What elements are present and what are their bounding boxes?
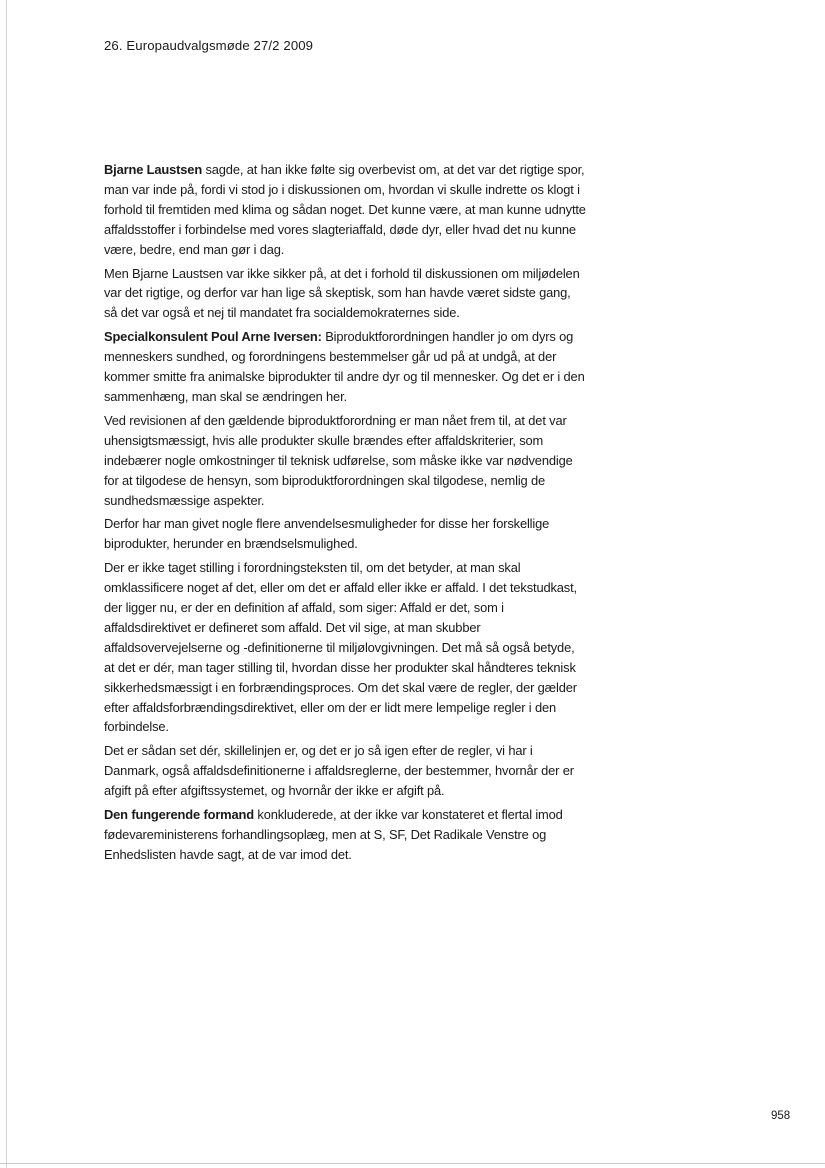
paragraph-text: Derfor har man givet nogle flere anvendelsesmuligheder for disse her forskellige biprodukter, herunder en brændselsmulighed. bbox=[104, 516, 550, 552]
paragraph bbox=[104, 411, 586, 511]
page-number: 958 bbox=[771, 1110, 791, 1122]
paragraph-text: Der er ikke taget stilling i forordningsteksten til, om det betyder, at man skal omklassificere noget af det, eller om det er affald eller ikke er affald. I det tekstudkast, der ligger nu, er der en definition af affald, som siger: Affald er det, som i affaldsdirektivet er defineret som affald. Det vil sige, at man skubber affaldsovervejelserne og -definitionerne til miljølovgivningen. Det må så også betyde, at det er dér, man tager stilling til, hvordan disse her produkter skal håndteres teknisk sikkerhedsmæssigt i en forbrændingsproces. Om det skal være de regler, der gælder efter affaldsforbrændingsdirektivet, eller om der er lidt mere lempelige regler i den forbindelse. bbox=[104, 560, 577, 735]
speaker-name: Bjarne Laustsen bbox=[104, 162, 203, 177]
paragraph bbox=[104, 558, 586, 737]
paragraph bbox=[104, 264, 586, 324]
paragraph bbox=[104, 805, 586, 865]
scan-edge-bottom bbox=[0, 1163, 825, 1164]
paragraph bbox=[104, 741, 586, 801]
scan-edge-left bbox=[6, 0, 7, 1168]
speaker-name: Den fungerende formand bbox=[104, 807, 254, 823]
speaker-name: Specialkonsulent Poul Arne Iversen: bbox=[104, 329, 322, 345]
document-body bbox=[104, 160, 586, 869]
paragraph-text: Det er sådan set dér, skillelinjen er, og det er jo så igen efter de regler, vi har i Danmark, også affaldsdefinitionerne i affaldsreglerne, der bestemmer, hvornår der er afgift på efter afgiftssystemet, og hvornår der ikke er afgift på. bbox=[104, 743, 574, 799]
paragraph-text: Men Bjarne Laustsen var ikke sikker på, at det i forhold til diskussionen om miljødelen var det rigtige, og derfor var han lige så skeptisk, som han havde været sidste gang, så det var også et nej til mandatet fra socialdemokraternes side. bbox=[104, 265, 580, 321]
page-header: 26. Europaudvalgsmøde 27/2 2009 bbox=[104, 38, 314, 53]
paragraph-text: sagde, at han ikke følte sig overbevist om, at det var det rigtige spor, man var inde på, fordi vi stod jo i diskussionen om, hvordan vi skulle indrette os klogt i forhold til fremtiden med klima og sådan noget. Det kunne være, at man kunne udnytte affaldsstoffer i forbindelse med vores slagteriaffald, døde dyr, eller hvad det nu kunne være, bedre, end man gør i dag. bbox=[104, 162, 586, 257]
paragraph-text: Biproduktforordningen handler jo om dyrs og menneskers sundhed, og forordningens bestemmelser går ud på at undgå, at der kommer smitte fra animalske biprodukter til andre dyr og til mennesker. Og det er i den sammenhæng, man skal se ændringen her. bbox=[104, 329, 585, 404]
paragraph bbox=[104, 514, 586, 554]
paragraph bbox=[104, 327, 586, 407]
paragraph-text: konkluderede, at der ikke var konstateret et flertal imod fødevareministerens forhandlingsoplæg, men at S, SF, Det Radikale Venstre og Enhedslisten havde sagt, at de var imod det. bbox=[104, 807, 563, 862]
paragraph bbox=[104, 160, 586, 260]
paragraph-text: Ved revisionen af den gældende biproduktforordning er man nået frem til, at det var uhensigtsmæssigt, hvis alle produkter skulle brændes efter affaldskriterier, som indebærer nogle omkostninger til teknisk udførelse, som måske ikke var nødvendige for at tilgodese de hensyn, som biproduktforordningen skal tilgodese, nemlig de sundhedsmæssige aspekter. bbox=[104, 412, 573, 508]
